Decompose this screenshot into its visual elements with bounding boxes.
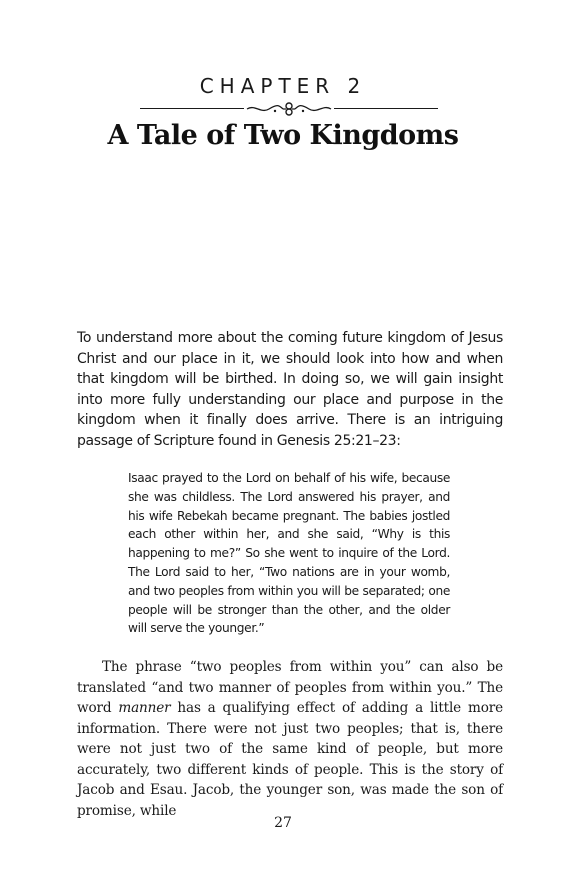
body-text-start: The phrase “two peoples from within you” can also be translated “and two manner of peoples from within you.” The word [77,659,503,716]
divider-rule-left [140,108,244,109]
scripture-block-quote: Isaac prayed to the Lord on behalf of his wife, because she was childless. The Lord answered his prayer, and his wife Rebekah became pregnant. The babies jostled each other within her, and she said, “Why is this happening to me?” So she went to inquire of the Lord. The Lord said to her, “Two nations are in your womb, and two peoples from within you will be separated; one people will be stronger than the other, and the older will serve the younger.” [128,471,450,636]
intro-paragraph: To understand more about the coming future kingdom of Jesus Christ and our place in it, we should look into how and when that kingdom will be birthed. In doing so, we will gain insight into more fully understanding our place and purpose in the kingdom when it finally does arrive. There is an intriguing passage of Scripture found in Genesis 25:21–23: [77,330,503,449]
chapter-divider [140,101,438,117]
page-number: 27 [274,815,292,831]
body-text-end: has a qualifying effect of adding a little more information. There were not just two peoples; that is, there were not just two of the same kind of people, but more accurately, two different kinds of people. This is the story of Jacob and Esau. Jacob, the younger son, was made the son of promise, while [77,700,503,819]
chapter-label: CHAPTER 2 [199,74,367,98]
scroll-flourish-icon [245,101,333,117]
divider-rule-right [334,108,438,109]
chapter-title: A Tale of Two Kingdoms [107,120,459,151]
body-paragraph [77,657,503,821]
italic-word: manner [118,700,171,716]
